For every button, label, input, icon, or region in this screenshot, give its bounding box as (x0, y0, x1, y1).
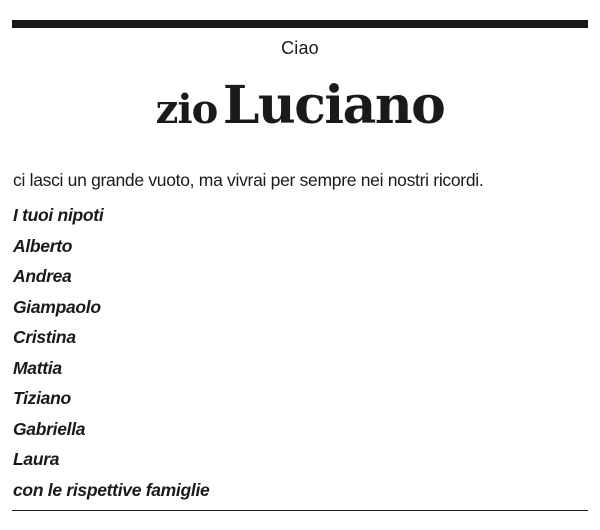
signer: Cristina (13, 327, 76, 347)
name-prefix: zio (155, 86, 218, 133)
greeting: Ciao (281, 38, 319, 58)
signer-families: con le rispettive famiglie (13, 479, 210, 500)
bottom-divider (12, 510, 588, 511)
top-divider (12, 20, 588, 28)
signer: Laura (13, 449, 60, 469)
signers-list (13, 200, 209, 505)
signer-intro: I tuoi nipoti (13, 205, 104, 225)
signer: Mattia (13, 357, 62, 378)
deceased-name: Luciano (222, 75, 445, 136)
signer: Tiziano (13, 388, 71, 408)
signer: Gabriella (13, 418, 86, 439)
signer: Giampaolo (13, 296, 101, 317)
deceased-name-heading (0, 75, 600, 136)
signer: Alberto (13, 235, 73, 256)
farewell-message: ci lasci un grande vuoto, ma vivrai per sempre nei nostri ricordi. (13, 170, 484, 190)
signer: Andrea (13, 266, 72, 286)
